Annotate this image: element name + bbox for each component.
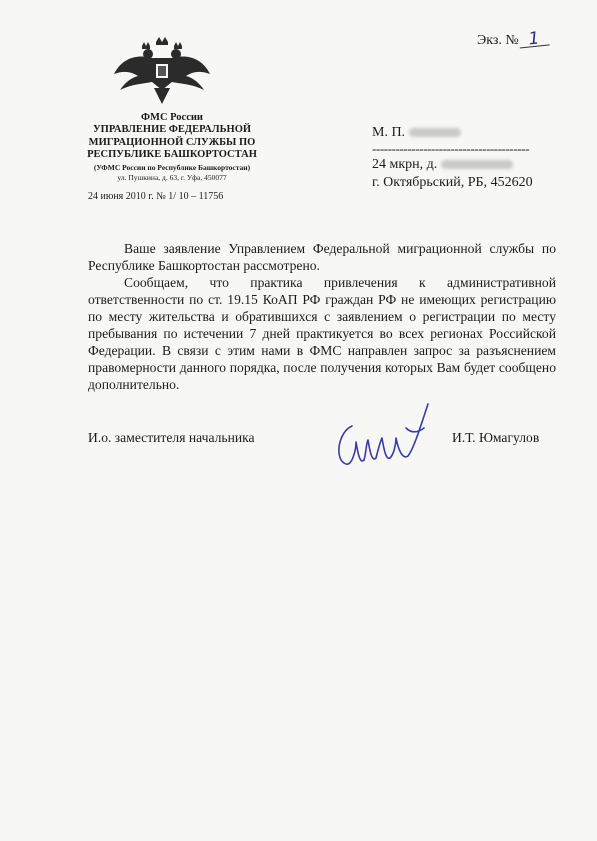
recipient-block: [372, 124, 572, 192]
sender-address: ул. Пушкина, д. 63, г. Уфа, 450077: [117, 172, 227, 182]
recipient-name-row: [372, 124, 572, 142]
redacted-house: [441, 160, 513, 169]
double-headed-eagle-emblem-icon: [112, 36, 212, 106]
recipient-street-prefix: 24 мкрн, д.: [372, 157, 438, 172]
recipient-street-row: [372, 156, 572, 174]
copy-number-label: Экз. №: [477, 33, 519, 48]
recipient-city: г. Октябрьский, РБ, 452620: [372, 175, 533, 190]
sender-block: [72, 112, 272, 183]
redacted-surname: [409, 128, 461, 137]
letter-body: [88, 240, 556, 393]
body-paragraph-2: Сообщаем, что практика привлечения к административной ответственности по ст. 19.15 КоАП РФ граждан РФ не имеющих регистрацию по месту жительства и обратившихся с заявлением о регистрации по месту пребывания по истечении 7 дней практикуется во всех регионах Российской Федерации. В связи с этим нами в ФМС направлен запрос за разъяснением правомерности данного порядка, после получения которых Вам будет сообщено дополнительно.: [88, 275, 556, 392]
department-line-3: РЕСПУБЛИКЕ БАШКОРТОСТАН: [87, 149, 257, 160]
copy-number: [477, 28, 549, 50]
body-paragraph-1: Ваше заявление Управлением Федеральной миграционной службы по Республике Башкортостан рассмотрено.: [88, 241, 556, 273]
address-separator: ----------------------------------------: [372, 142, 530, 156]
handwritten-signature: [330, 398, 440, 478]
department-line-2: МИГРАЦИОННОЙ СЛУЖБЫ ПО: [88, 136, 256, 148]
outgoing-date-number: 24 июня 2010 г. № 1/ 10 – 11756: [88, 191, 224, 202]
signature-stroke: [339, 404, 428, 464]
department-line-1: УПРАВЛЕНИЕ ФЕДЕРАЛЬНОЙ: [92, 124, 252, 135]
copy-number-value: 1: [518, 30, 549, 48]
agency-short-name: ФМС России: [141, 112, 203, 123]
signer-name: И.Т. Юмагулов: [452, 430, 540, 445]
recipient-name-prefix: М. П.: [372, 125, 406, 140]
signer-title: И.о. заместителя начальника: [88, 430, 255, 445]
department-abbreviation: (УФМС России по Республике Башкортостан): [93, 162, 251, 172]
